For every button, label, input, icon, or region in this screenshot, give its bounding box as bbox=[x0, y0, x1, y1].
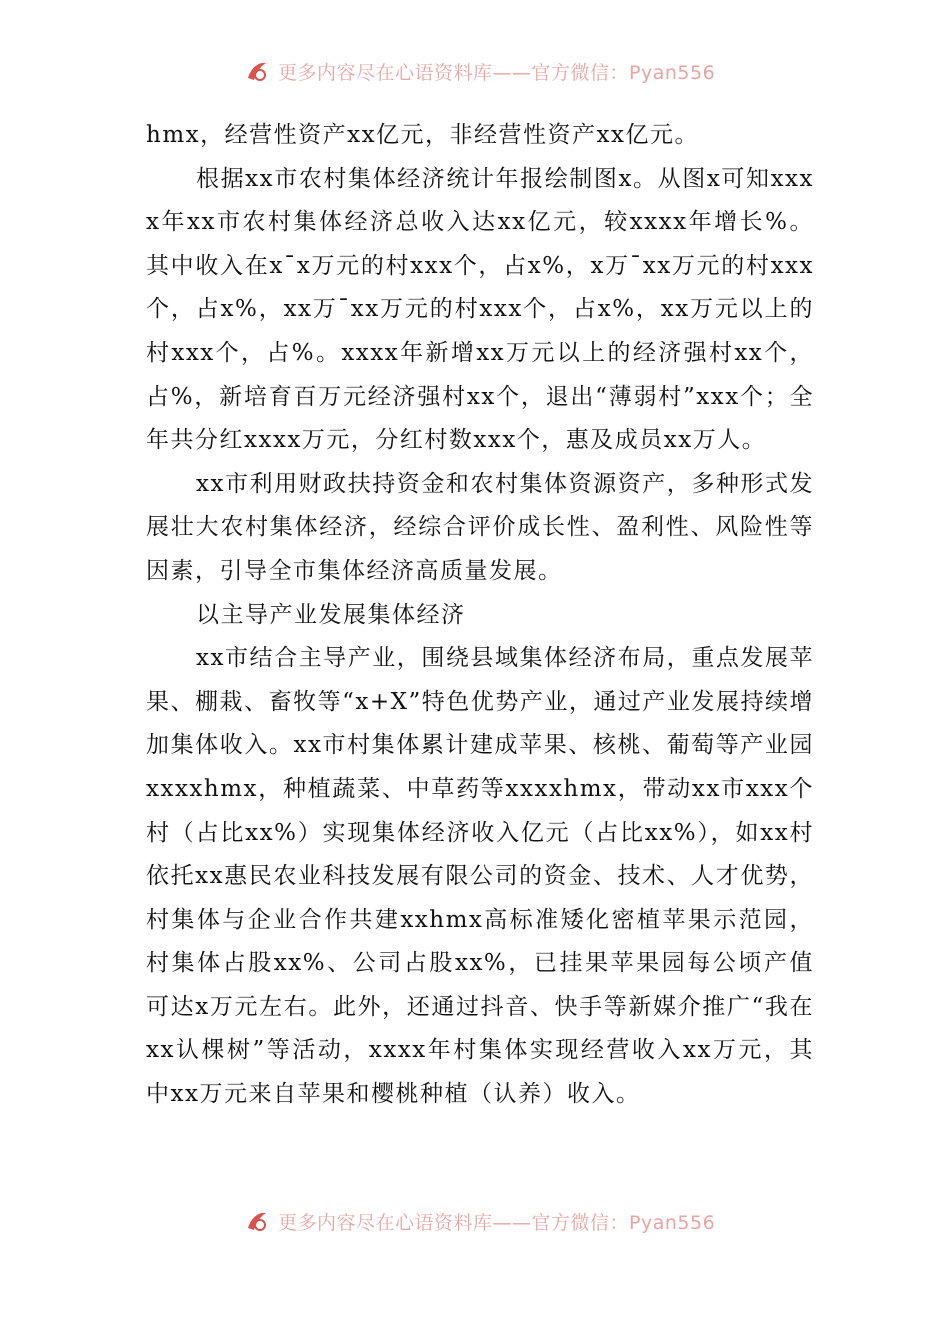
watermark-footer bbox=[244, 1208, 715, 1234]
watermark-text: 更多内容尽在心语资料库——官方微信：Pyan556 bbox=[278, 1211, 716, 1234]
brand-logo-icon bbox=[244, 58, 270, 84]
paragraph-industry: xx市结合主导产业，围绕县域集体经济布局，重点发展苹果、棚栽、畜牧等“x+X”特色优势产业，通过产业发展持续增加集体收入。xx市村集体累计建成苹果、核桃、葡萄等产业园xxxxhmx，种植蔬菜、中草药等xxxxhmx，带动xx市xxx个村（占比xx%）实现集体经济收入亿元（占比xx%），如xx村依托xx惠民农业科技发展有限公司的资金、技术、人才优势，村集体与企业合作共建xxhmx高标准矮化密植苹果示范园，村集体占股xx%、公司占股xx%，已挂果苹果园每公顷产值可达x万元左右。此外，还通过抖音、快手等新媒介推广“我在xx认棵树”等活动，xxxx年村集体实现经营收入xx万元，其中xx万元来自苹果和樱桃种植（认养）收入。 bbox=[146, 645, 814, 1108]
paragraph-overview: xx市利用财政扶持资金和农村集体资源资产，多种形式发展壮大农村集体经济，经综合评价成长性、盈利性、风险性等因素，引导全市集体经济高质量发展。 bbox=[146, 470, 814, 584]
section-heading: 以主导产业发展集体经济 bbox=[196, 601, 466, 628]
watermark-header bbox=[244, 58, 715, 84]
watermark-text: 更多内容尽在心语资料库——官方微信：Pyan556 bbox=[278, 61, 716, 84]
brand-logo-icon bbox=[244, 1208, 270, 1234]
paragraph-statistics: 根据xx市农村集体经济统计年报绘制图x。从图x可知xxxx年xx市农村集体经济总收入达xx亿元，较xxxx年增长%。其中收入在x¯x万元的村xxx个，占x%，x万¯xx万元的村xxx个，占x%，xx万¯xx万元的村xxx个，占x%，xx万元以上的村xxx个，占%。xxxx年新增xx万元以上的经济强村xx个，占%，新培育百万元经济强村xx个，退出“薄弱村”xxx个；全年共分红xxxx万元，分红村数xxx个，惠及成员xx万人。 bbox=[146, 165, 814, 454]
paragraph-continuation: hmx，经营性资产xx亿元，非经营性资产xx亿元。 bbox=[146, 122, 699, 148]
document-body bbox=[146, 114, 814, 1117]
